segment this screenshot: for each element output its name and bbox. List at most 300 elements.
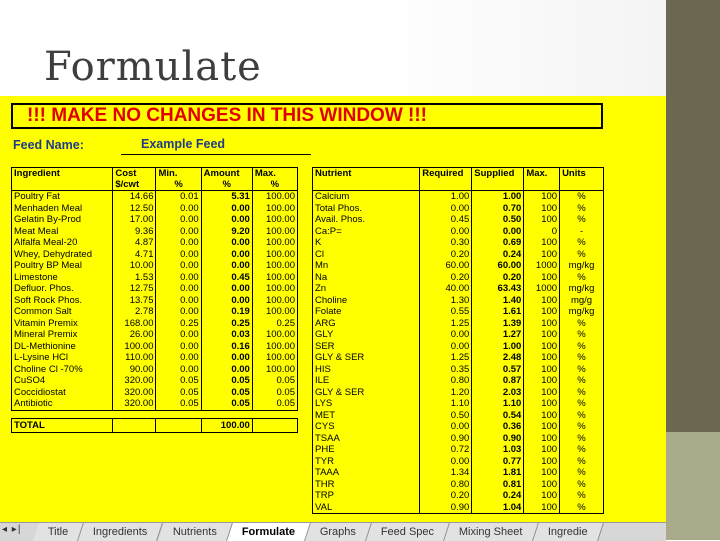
required-cell: 0.20 — [420, 490, 472, 502]
nutrient-row — [313, 364, 604, 376]
supplied-cell: 1.04 — [472, 502, 524, 514]
required-cell: 1.34 — [420, 467, 472, 479]
nutrient-row — [313, 387, 604, 399]
units-cell: % — [560, 375, 604, 387]
required-cell: 0.55 — [420, 306, 472, 318]
nutrient-name-cell: Avail. Phos. — [313, 214, 420, 226]
nutrient-row — [313, 260, 604, 272]
max-cell: 100 — [524, 364, 560, 376]
min-cell: 0.05 — [156, 398, 201, 410]
ingredient-name-cell: Meat Meal — [12, 226, 113, 238]
units-cell: % — [560, 502, 604, 514]
cost-cell: 320.00 — [113, 375, 156, 387]
supplied-cell: 0.87 — [472, 375, 524, 387]
max-header: Max. % — [252, 168, 297, 191]
nutrient-name-cell: THR — [313, 479, 420, 491]
spreadsheet-area — [0, 96, 666, 522]
nutrient-row — [313, 306, 604, 318]
min-cell: 0.00 — [156, 272, 201, 284]
nutrient-row — [313, 272, 604, 284]
required-cell: 60.00 — [420, 260, 472, 272]
max-cell: 100 — [524, 352, 560, 364]
required-cell: 0.45 — [420, 214, 472, 226]
sheet-tab-label: Formulate — [241, 526, 295, 538]
required-cell: 0.35 — [420, 364, 472, 376]
cost-cell: 9.36 — [113, 226, 156, 238]
max-cell: 100 — [524, 306, 560, 318]
supplied-cell: 1.03 — [472, 444, 524, 456]
max-cell: 100.00 — [252, 341, 297, 353]
nutrient-name-cell: Zn — [313, 283, 420, 295]
nutrient-name-cell: ILE — [313, 375, 420, 387]
units-cell: % — [560, 387, 604, 399]
min-cell: 0.05 — [156, 375, 201, 387]
max-cell: 100.00 — [252, 272, 297, 284]
units-cell: mg/kg — [560, 306, 604, 318]
ingredient-header: Ingredient — [12, 168, 113, 191]
ingredient-row — [12, 387, 298, 399]
amount-cell: 0.00 — [201, 260, 252, 272]
ingredient-row — [12, 375, 298, 387]
nutrient-row — [313, 329, 604, 341]
ingredient-name-cell: Limestone — [12, 272, 113, 284]
min-cell: 0.00 — [156, 214, 201, 226]
min-cell: 0.00 — [156, 260, 201, 272]
nutrient-row — [313, 352, 604, 364]
supplied-cell: 1.40 — [472, 295, 524, 307]
amount-cell: 0.00 — [201, 203, 252, 215]
feed-name-value[interactable]: Example Feed — [121, 137, 311, 155]
nutrient-name-cell: GLY & SER — [313, 352, 420, 364]
supplied-cell: 1.39 — [472, 318, 524, 330]
nutrient-row — [313, 318, 604, 330]
nutrient-name-cell: TSAA — [313, 433, 420, 445]
min-cell: 0.00 — [156, 283, 201, 295]
nutrient-name-cell: TAAA — [313, 467, 420, 479]
sheet-tab-ingredients[interactable] — [78, 523, 163, 541]
required-cell: 0.80 — [420, 375, 472, 387]
required-cell: 0.00 — [420, 456, 472, 468]
supplied-cell: 0.57 — [472, 364, 524, 376]
required-cell: 0.00 — [420, 421, 472, 433]
required-cell: 0.90 — [420, 433, 472, 445]
supplied-cell: 0.70 — [472, 203, 524, 215]
max-cell: 100.00 — [252, 249, 297, 261]
required-cell: 0.30 — [420, 237, 472, 249]
supplied-cell: 0.81 — [472, 479, 524, 491]
ingredient-name-cell: Soft Rock Phos. — [12, 295, 113, 307]
sheet-tab-label: Feed Spec — [380, 526, 435, 538]
ingredient-row — [12, 226, 298, 238]
nutrient-row — [313, 467, 604, 479]
amount-cell: 0.16 — [201, 341, 252, 353]
required-cell: 0.20 — [420, 272, 472, 284]
sheet-tab-formulate[interactable] — [227, 523, 311, 541]
max-cell: 100 — [524, 375, 560, 387]
required-cell: 0.90 — [420, 502, 472, 514]
amount-cell: 0.00 — [201, 237, 252, 249]
min-cell: 0.00 — [156, 226, 201, 238]
min-cell: 0.00 — [156, 329, 201, 341]
required-cell: 0.80 — [420, 479, 472, 491]
amount-cell: 0.19 — [201, 306, 252, 318]
nutrient-name-cell: HIS — [313, 364, 420, 376]
required-cell: 40.00 — [420, 283, 472, 295]
sheet-tab-feed-spec[interactable] — [366, 523, 450, 541]
nutrient-row — [313, 203, 604, 215]
supplied-cell: 1.27 — [472, 329, 524, 341]
cost-cell: 110.00 — [113, 352, 156, 364]
max-cell: 100 — [524, 341, 560, 353]
amount-cell: 0.00 — [201, 295, 252, 307]
sheet-tab-title[interactable] — [33, 523, 84, 541]
amount-cell: 0.00 — [201, 283, 252, 295]
max-cell: 100 — [524, 410, 560, 422]
sheet-tabs — [36, 523, 601, 541]
cost-cell: 2.78 — [113, 306, 156, 318]
supplied-cell: 0.20 — [472, 272, 524, 284]
nutrient-row — [313, 237, 604, 249]
units-cell: % — [560, 421, 604, 433]
cost-cell: 4.71 — [113, 249, 156, 261]
sheet-tab-ingredie[interactable] — [533, 523, 604, 541]
ingredient-name-cell: Antibiotic — [12, 398, 113, 410]
cost-cell: 1.53 — [113, 272, 156, 284]
warning-banner — [11, 103, 603, 129]
min-cell: 0.00 — [156, 203, 201, 215]
max-cell: 100 — [524, 191, 560, 203]
nutrient-row — [313, 444, 604, 456]
nutrient-name-cell: MET — [313, 410, 420, 422]
nutrient-name-cell: Folate — [313, 306, 420, 318]
supplied-cell: 1.00 — [472, 191, 524, 203]
nutrient-name-cell: TRP — [313, 490, 420, 502]
nutrient-row — [313, 226, 604, 238]
amount-cell: 0.25 — [201, 318, 252, 330]
nutrient-name-cell: K — [313, 237, 420, 249]
required-cell: 1.10 — [420, 398, 472, 410]
cost-cell: 168.00 — [113, 318, 156, 330]
units-cell: mg/kg — [560, 260, 604, 272]
amount-cell: 0.45 — [201, 272, 252, 284]
ingredient-row — [12, 306, 298, 318]
max-cell: 100 — [524, 456, 560, 468]
max-cell: 100.00 — [252, 203, 297, 215]
amount-cell: 0.00 — [201, 364, 252, 376]
ingredient-row — [12, 191, 298, 203]
max-cell: 100 — [524, 444, 560, 456]
supplied-cell: 1.00 — [472, 341, 524, 353]
total-label: TOTAL — [12, 419, 113, 433]
required-cell: 0.20 — [420, 249, 472, 261]
max-cell: 100.00 — [252, 214, 297, 226]
sheet-tab-nutrients[interactable] — [158, 523, 233, 541]
nutrient-row — [313, 410, 604, 422]
max-cell: 0.05 — [252, 375, 297, 387]
ingredient-name-cell: Coccidiostat — [12, 387, 113, 399]
supplied-cell: 60.00 — [472, 260, 524, 272]
units-cell: % — [560, 433, 604, 445]
max-cell: 100 — [524, 490, 560, 502]
max-cell: 100.00 — [252, 364, 297, 376]
total-amount: 100.00 — [201, 419, 252, 433]
nutrient-name-cell: Total Phos. — [313, 203, 420, 215]
supplied-cell: 0.90 — [472, 433, 524, 445]
supplied-cell: 1.81 — [472, 467, 524, 479]
ingredient-row — [12, 398, 298, 410]
max-cell: 100.00 — [252, 260, 297, 272]
units-cell: % — [560, 410, 604, 422]
max-cell: 1000 — [524, 260, 560, 272]
ingredient-row — [12, 214, 298, 226]
units-cell: % — [560, 341, 604, 353]
supplied-cell: 2.48 — [472, 352, 524, 364]
ingredient-name-cell: Gelatin By-Prod — [12, 214, 113, 226]
nutrient-row — [313, 398, 604, 410]
nutrient-name-cell: GLY — [313, 329, 420, 341]
ingredient-name-cell: L-Lysine HCl — [12, 352, 113, 364]
supplied-cell: 0.24 — [472, 249, 524, 261]
nutrient-name-cell: Calcium — [313, 191, 420, 203]
cost-cell: 320.00 — [113, 387, 156, 399]
amount-cell: 0.00 — [201, 352, 252, 364]
ingredient-row — [12, 295, 298, 307]
required-cell: 0.00 — [420, 341, 472, 353]
required-cell: 1.25 — [420, 352, 472, 364]
nutrients-header-row — [313, 168, 604, 191]
max-cell: 100 — [524, 237, 560, 249]
max-cell: 100 — [524, 479, 560, 491]
supplied-cell: 0.54 — [472, 410, 524, 422]
ingredient-row — [12, 364, 298, 376]
cost-header: Cost $/cwt — [113, 168, 156, 191]
ingredient-name-cell: Vitamin Premix — [12, 318, 113, 330]
cost-cell: 4.87 — [113, 237, 156, 249]
units-cell: % — [560, 352, 604, 364]
max-cell: 100 — [524, 421, 560, 433]
ingredient-row — [12, 352, 298, 364]
nutrient-row — [313, 249, 604, 261]
max-cell: 100 — [524, 467, 560, 479]
max-cell: 100 — [524, 329, 560, 341]
ingredient-row — [12, 249, 298, 261]
supplied-cell: 1.61 — [472, 306, 524, 318]
supplied-cell: 2.03 — [472, 387, 524, 399]
nutrient-name-cell: GLY & SER — [313, 387, 420, 399]
max-cell: 100.00 — [252, 237, 297, 249]
cost-cell: 12.50 — [113, 203, 156, 215]
nutrient-row — [313, 421, 604, 433]
cost-cell: 17.00 — [113, 214, 156, 226]
nutrient-name-cell: CYS — [313, 421, 420, 433]
units-header: Units — [560, 168, 604, 191]
ingredient-row — [12, 272, 298, 284]
total-empty-cell — [113, 419, 156, 433]
amount-cell: 5.31 — [201, 191, 252, 203]
nutrient-row — [313, 490, 604, 502]
nutrient-name-cell: Mn — [313, 260, 420, 272]
required-cell: 1.30 — [420, 295, 472, 307]
max-cell: 100 — [524, 249, 560, 261]
max-cell: 0.25 — [252, 318, 297, 330]
units-cell: % — [560, 329, 604, 341]
nutrient-name-cell: Ca:P= — [313, 226, 420, 238]
nutrient-row — [313, 456, 604, 468]
supplied-header: Supplied — [472, 168, 524, 191]
max-cell: 0 — [524, 226, 560, 238]
supplied-cell: 0.36 — [472, 421, 524, 433]
units-cell: % — [560, 444, 604, 456]
amount-cell: 0.00 — [201, 214, 252, 226]
slide-accent-bar-top — [666, 0, 720, 432]
supplied-cell: 0.77 — [472, 456, 524, 468]
min-cell: 0.00 — [156, 364, 201, 376]
amount-cell: 0.00 — [201, 249, 252, 261]
max-cell: 100 — [524, 272, 560, 284]
required-header: Required — [420, 168, 472, 191]
required-cell: 0.72 — [420, 444, 472, 456]
max-cell: 100.00 — [252, 295, 297, 307]
ingredient-row — [12, 260, 298, 272]
nutrient-row — [313, 191, 604, 203]
min-cell: 0.00 — [156, 306, 201, 318]
sheet-tab-label: Ingredients — [93, 526, 148, 538]
max-header: Max. — [524, 168, 560, 191]
max-cell: 100 — [524, 387, 560, 399]
nutrient-row — [313, 433, 604, 445]
ingredient-row — [12, 341, 298, 353]
supplied-cell: 0.24 — [472, 490, 524, 502]
feed-name-label: Feed Name: — [13, 138, 84, 152]
max-cell: 100 — [524, 295, 560, 307]
amount-cell: 0.05 — [201, 375, 252, 387]
min-cell: 0.01 — [156, 191, 201, 203]
ingredients-header-row — [12, 168, 298, 191]
slide-title: Formulate — [44, 44, 262, 90]
cost-cell: 12.75 — [113, 283, 156, 295]
nutrient-row — [313, 502, 604, 514]
sheet-tab-label: Title — [47, 526, 69, 538]
ingredient-name-cell: Poultry BP Meal — [12, 260, 113, 272]
units-cell: % — [560, 479, 604, 491]
cost-cell: 100.00 — [113, 341, 156, 353]
max-cell: 0.05 — [252, 398, 297, 410]
ingredient-row — [12, 329, 298, 341]
units-cell: % — [560, 364, 604, 376]
required-cell: 0.50 — [420, 410, 472, 422]
max-cell: 1000 — [524, 283, 560, 295]
cost-cell: 13.75 — [113, 295, 156, 307]
required-cell: 0.00 — [420, 329, 472, 341]
max-cell: 100.00 — [252, 191, 297, 203]
cost-cell: 90.00 — [113, 364, 156, 376]
slide-accent-bar-bottom — [666, 432, 720, 540]
max-cell: 100 — [524, 203, 560, 215]
units-cell: % — [560, 398, 604, 410]
ingredient-name-cell: Alfalfa Meal-20 — [12, 237, 113, 249]
units-cell: mg/g — [560, 295, 604, 307]
min-cell: 0.00 — [156, 341, 201, 353]
min-cell: 0.05 — [156, 387, 201, 399]
nutrient-row — [313, 375, 604, 387]
min-cell: 0.00 — [156, 237, 201, 249]
supplied-cell: 0.00 — [472, 226, 524, 238]
nutrient-name-cell: ARG — [313, 318, 420, 330]
nutrient-name-cell: SER — [313, 341, 420, 353]
max-cell: 100 — [524, 433, 560, 445]
sheet-tab-label: Mixing Sheet — [459, 526, 523, 538]
min-cell: 0.00 — [156, 295, 201, 307]
nutrient-name-cell: VAL — [313, 502, 420, 514]
required-cell: 0.00 — [420, 203, 472, 215]
cost-cell: 10.00 — [113, 260, 156, 272]
min-cell: 0.25 — [156, 318, 201, 330]
max-cell: 100 — [524, 214, 560, 226]
supplied-cell: 63.43 — [472, 283, 524, 295]
max-cell: 100.00 — [252, 329, 297, 341]
nutrient-row — [313, 341, 604, 353]
ingredient-name-cell: CuSO4 — [12, 375, 113, 387]
ingredient-row — [12, 283, 298, 295]
amount-cell: 9.20 — [201, 226, 252, 238]
required-cell: 0.00 — [420, 226, 472, 238]
units-cell: % — [560, 237, 604, 249]
min-cell: 0.00 — [156, 352, 201, 364]
ingredient-name-cell: Mineral Premix — [12, 329, 113, 341]
nutrient-name-cell: Na — [313, 272, 420, 284]
units-cell: % — [560, 249, 604, 261]
nutrient-header: Nutrient — [313, 168, 420, 191]
units-cell: % — [560, 467, 604, 479]
required-cell: 1.20 — [420, 387, 472, 399]
sheet-tab-bar — [0, 522, 666, 541]
nutrient-name-cell: LYS — [313, 398, 420, 410]
ingredient-row — [12, 318, 298, 330]
supplied-cell: 0.69 — [472, 237, 524, 249]
max-cell: 100 — [524, 502, 560, 514]
max-cell: 100 — [524, 398, 560, 410]
total-empty-cell — [156, 419, 201, 433]
required-cell: 1.25 — [420, 318, 472, 330]
nutrient-row — [313, 295, 604, 307]
units-cell: % — [560, 272, 604, 284]
sheet-tab-graphs[interactable] — [305, 523, 372, 541]
units-cell: % — [560, 214, 604, 226]
nutrient-row — [313, 214, 604, 226]
total-row — [12, 419, 298, 433]
sheet-tab-mixing-sheet[interactable] — [444, 523, 538, 541]
max-cell: 100.00 — [252, 283, 297, 295]
supplied-cell: 0.50 — [472, 214, 524, 226]
sheet-tab-label: Graphs — [319, 526, 356, 538]
nutrient-name-cell: TYR — [313, 456, 420, 468]
supplied-cell: 1.10 — [472, 398, 524, 410]
total-table — [11, 418, 298, 433]
units-cell: - — [560, 226, 604, 238]
ingredients-table — [11, 167, 298, 411]
max-cell: 100.00 — [252, 306, 297, 318]
cost-cell: 14.66 — [113, 191, 156, 203]
tab-scroll-arrows[interactable]: ◂ ▸| — [2, 524, 22, 535]
max-cell: 100.00 — [252, 226, 297, 238]
nutrients-table — [312, 167, 604, 514]
min-cell: 0.00 — [156, 249, 201, 261]
ingredient-name-cell: Choline Cl -70% — [12, 364, 113, 376]
units-cell: % — [560, 191, 604, 203]
max-cell: 100.00 — [252, 352, 297, 364]
ingredient-name-cell: Poultry Fat — [12, 191, 113, 203]
units-cell: % — [560, 203, 604, 215]
